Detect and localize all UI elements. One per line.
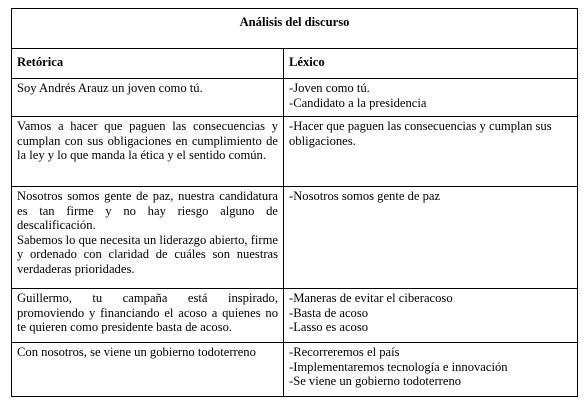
- lexico-cell: [284, 187, 578, 289]
- lexico-item: -Hacer que paguen las consecuencias y cumplan sus obligaciones.: [289, 119, 552, 148]
- retorica-cell: [12, 187, 284, 289]
- lexico-item: -Lasso es acoso: [289, 320, 369, 334]
- retorica-text: Guillermo, tu campaña está inspirado, promoviendo y financiando el acoso a quienes no te quieren como presidente basta de acoso.: [17, 291, 278, 334]
- retorica-text: Con nosotros, se viene un gobierno todoterreno: [17, 345, 256, 359]
- retorica-cell: [12, 289, 284, 343]
- lexico-cell: [284, 117, 578, 187]
- column-header-retorica: Retórica: [12, 49, 284, 79]
- lexico-item: -Implementaremos tecnología e innovación: [289, 359, 508, 374]
- analysis-table: [11, 8, 578, 397]
- retorica-cell: [12, 117, 284, 187]
- table-row: [12, 289, 578, 343]
- lexico-item: -Maneras de evitar el ciberacoso: [289, 291, 453, 305]
- table-row: [12, 187, 578, 289]
- retorica-text: Soy Andrés Arauz un joven como tú.: [17, 81, 203, 95]
- lexico-item: -Basta de acoso: [289, 305, 369, 320]
- retorica-text: Sabemos lo que necesita un liderazgo abierto, firme y ordenado con claridad de cuáles son nuestras verdaderas prioridades.: [17, 232, 278, 276]
- retorica-cell: [12, 343, 284, 397]
- lexico-item: -Recorreremos el país: [289, 345, 400, 359]
- column-header-lexico: Léxico: [284, 49, 578, 79]
- lexico-item: -Nosotros somos gente de paz: [289, 189, 441, 203]
- lexico-cell: [284, 79, 578, 117]
- lexico-item: -Se viene un gobierno todoterreno: [289, 374, 462, 388]
- lexico-item: -Candidato a la presidencia: [289, 95, 427, 110]
- lexico-item: -Joven como tú.: [289, 81, 370, 95]
- retorica-cell: [12, 79, 284, 117]
- retorica-text: Vamos a hacer que paguen las consecuencias y cumplan con sus obligaciones en cumplimiento de la ley y lo que manda la ética y el sentido común.: [17, 119, 278, 162]
- table-row: [12, 117, 578, 187]
- table-row: [12, 79, 578, 117]
- table-title: Análisis del discurso: [12, 9, 578, 49]
- table-row: [12, 343, 578, 397]
- retorica-text: Nosotros somos gente de paz, nuestra candidatura es tan firme y no hay riesgo alguno de descalificación.: [17, 189, 278, 232]
- lexico-cell: [284, 343, 578, 397]
- lexico-cell: [284, 289, 578, 343]
